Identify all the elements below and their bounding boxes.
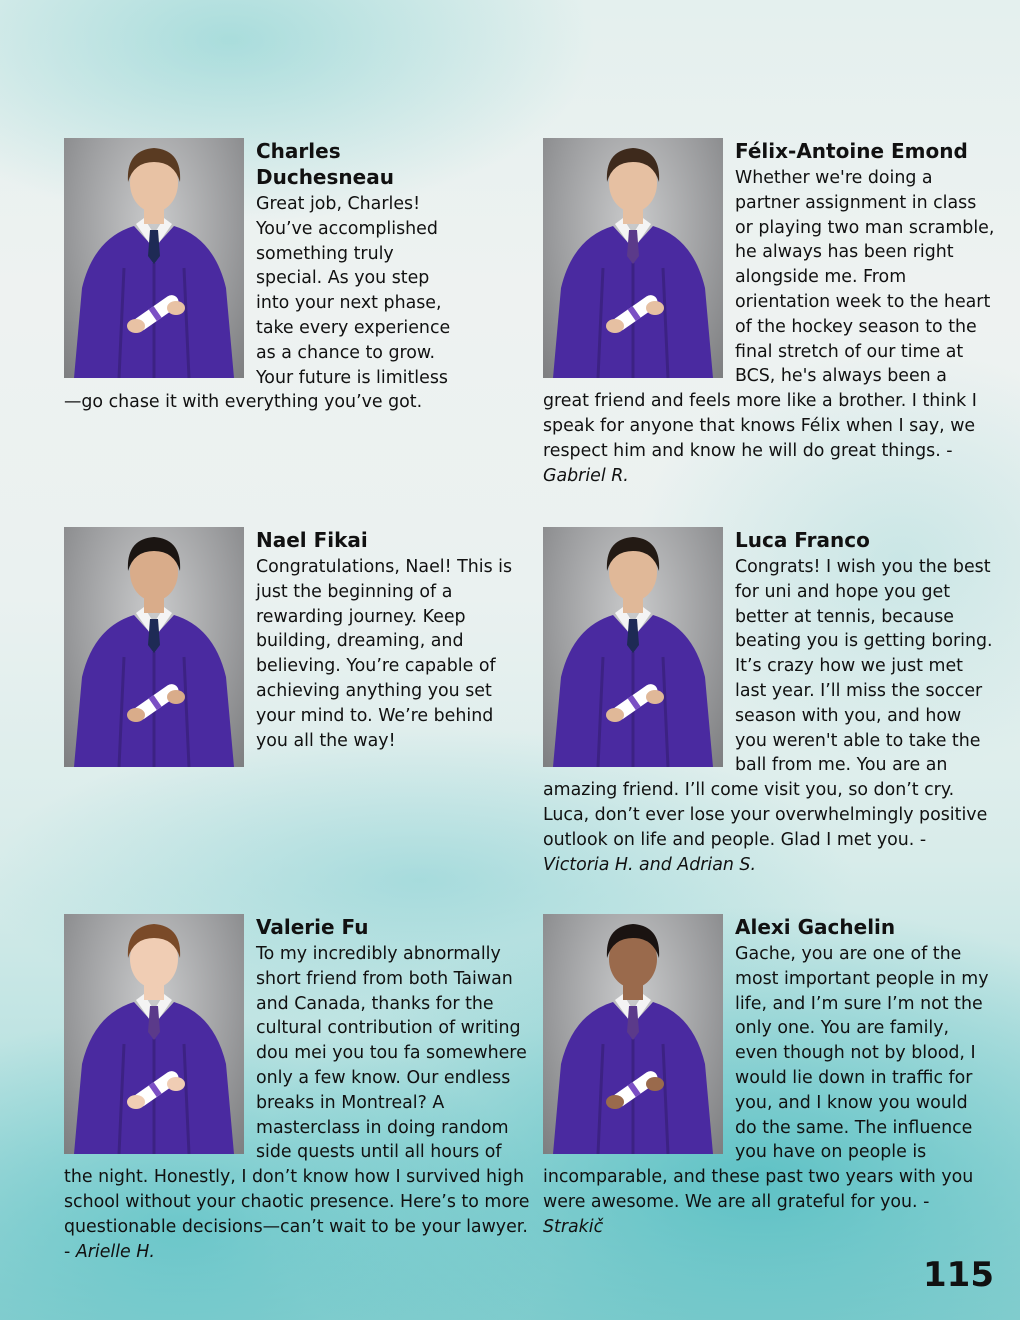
- graduate-figure: [64, 914, 244, 1154]
- hand: [167, 1077, 185, 1091]
- entry-nael-fikai: [64, 527, 516, 771]
- entry-charles-duchesneau: [64, 138, 464, 415]
- student-message: Congrats! I wish you the best for uni and hope you get better at tennis, because beating you is getting boring. It’s crazy how we just met last year. I’ll miss the soccer season with you, and how you weren't able to take the ball from me. You are an amazing friend. I’ll come visit you, so don’t cry. Luca, don’t ever lose your overwhelmingly positive outlook on life and people. Glad I met you. - Victoria H. and Adrian S.: [543, 557, 993, 875]
- portrait-image: [64, 138, 244, 378]
- portrait-photo: [64, 138, 244, 378]
- student-message: Great job, Charles! You’ve accomplished something truly special. As you step into your next phase, take every experience as a chance to grow. Your future is limitless—go chase it with everything you’ve got.: [64, 194, 451, 413]
- portrait-image: [64, 914, 244, 1154]
- student-name: Charles Duchesneau: [256, 139, 394, 189]
- message-signature: Strakič: [543, 1216, 604, 1237]
- hand: [127, 708, 145, 722]
- graduate-figure: [543, 914, 723, 1154]
- student-name: Alexi Gachelin: [735, 915, 896, 939]
- page-number: 115: [923, 1255, 994, 1295]
- student-message: Gache, you are one of the most important people in my life, and I’m sure I’m not the only one. You are family, even though not by blood, I would lie down in traffic for you, and I know you would do the same. The influence you have on people is incomparable, and these past two years with you were awesome. We are all grateful for you. - Strakič: [543, 944, 989, 1237]
- entry-valerie-fu: [64, 914, 530, 1264]
- student-name: Félix-Antoine Emond: [735, 139, 968, 163]
- student-name: Valerie Fu: [256, 915, 369, 939]
- hand: [646, 690, 664, 704]
- hand: [606, 708, 624, 722]
- portrait-photo: [64, 914, 244, 1154]
- hand: [127, 1095, 145, 1109]
- student-message: Whether we're doing a partner assignment in class or playing two man scramble, he always has been right alongside me. From orientation week to the heart of the hockey season to the final stretch of our time at BCS, he's always been a great friend and feels more like a brother. I think I speak for anyone that knows Félix when I say, we respect him and know he will do great things. - Gabriel R.: [543, 168, 995, 486]
- portrait-image: [543, 914, 723, 1154]
- graduate-figure: [543, 527, 723, 767]
- student-message: Congratulations, Nael! This is just the beginning of a rewarding journey. Keep building, dreaming, and believing. You’re capable of achieving anything you set your mind to. We’re behind you all the way!: [256, 557, 513, 751]
- message-signature: Arielle H.: [75, 1241, 155, 1262]
- portrait-image: [543, 138, 723, 378]
- portrait-image: [64, 527, 244, 767]
- portrait-photo: [64, 527, 244, 767]
- graduate-figure: [543, 138, 723, 378]
- student-name: Luca Franco: [735, 528, 870, 552]
- portrait-photo: [543, 527, 723, 767]
- hand: [167, 301, 185, 315]
- portrait-image: [543, 527, 723, 767]
- hand: [606, 1095, 624, 1109]
- entry-luca-franco: [543, 527, 998, 877]
- entry-felix-antoine-emond: [543, 138, 995, 488]
- hand: [167, 690, 185, 704]
- student-name: Nael Fikai: [256, 528, 368, 552]
- student-message: To my incredibly abnormally short friend from both Taiwan and Canada, thanks for the cultural contribution of writing dou mei you tou fa somewhere only a few know. Our endless breaks in Montreal? A masterclass in doing random side quests until all hours of the night. Honestly, I don’t know how I survived high school without your chaotic presence. Here’s to more questionable decisions—can’t wait to be your lawyer. - Arielle H.: [64, 944, 530, 1262]
- portrait-photo: [543, 138, 723, 378]
- entry-alexi-gachelin: [543, 914, 991, 1240]
- hand: [646, 1077, 664, 1091]
- message-signature: Gabriel R.: [543, 465, 629, 486]
- portrait-photo: [543, 914, 723, 1154]
- hand: [646, 301, 664, 315]
- hand: [606, 319, 624, 333]
- graduate-figure: [64, 138, 244, 378]
- hand: [127, 319, 145, 333]
- message-signature: Victoria H. and Adrian S.: [543, 854, 756, 875]
- graduate-figure: [64, 527, 244, 767]
